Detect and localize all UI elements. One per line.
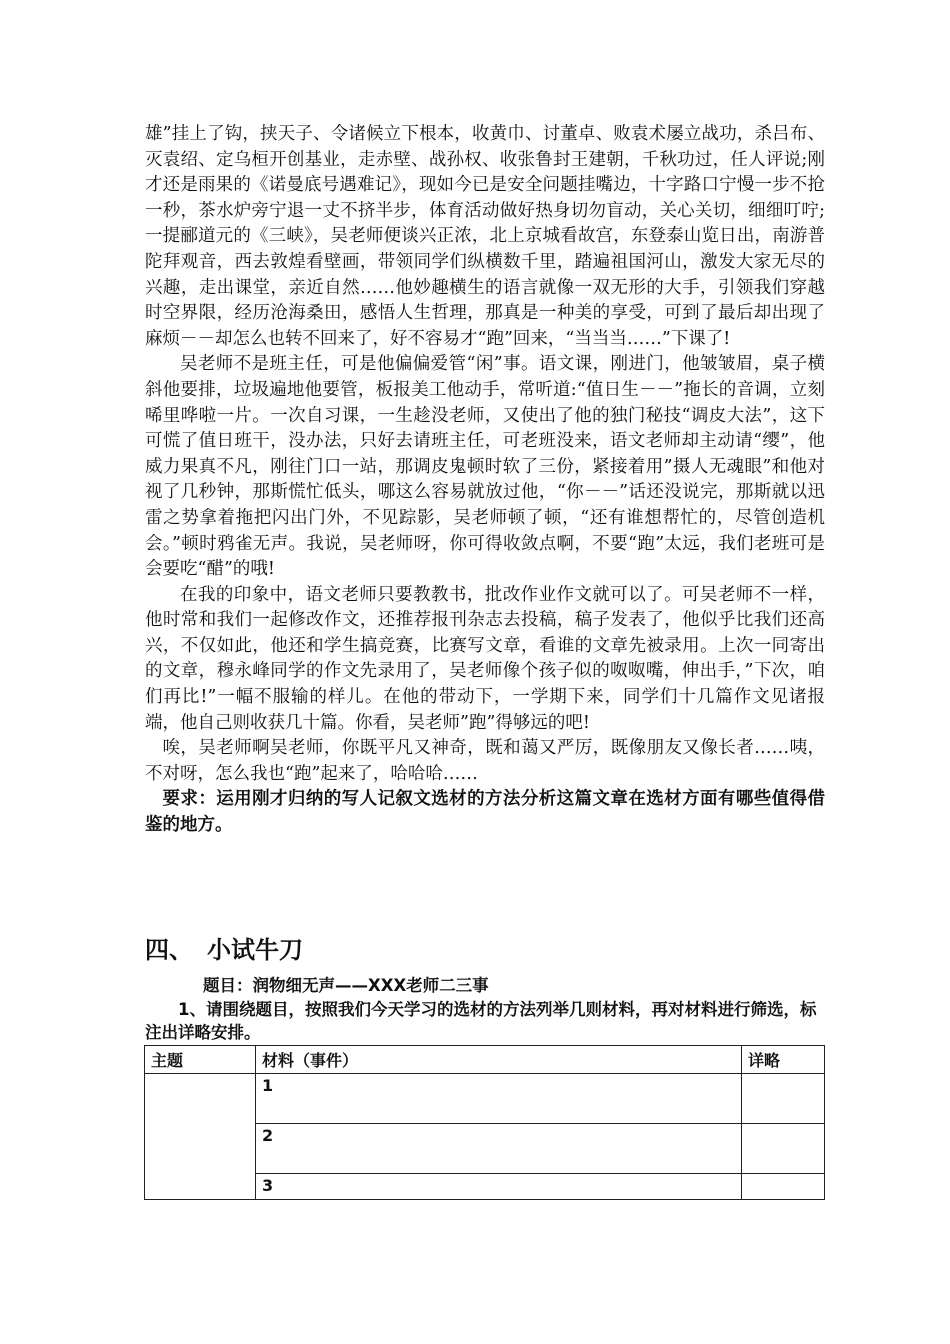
table-header-row (145, 1046, 825, 1074)
article-paragraph-1: 雄”挂上了钩，挟天子、令诸候立下根本，收黄巾、讨董卓、败袁术屡立战功，杀吕布、灭袁绍、定乌桓开创基业，走赤壁、战孙权、收张鲁封王建朝，千秋功过，任人评说;刚才还是雨果的《诺曼底号遇难记》，现如今已是安全问题挂嘴边，十字路口宁慢一步不抢一秒，茶水炉旁宁退一丈不挤半步，体育活动做好热身切勿盲动，关心关切，细细叮咛;一提郦道元的《三峡》，吴老师便谈兴正浓，北上京城看故宫，东登泰山览日出，南游普陀拜观音，西去敦煌看壁画，带领同学们纵横数千里，踏遍祖国河山，激发大家无尽的兴趣，走出课堂，亲近自然……他妙趣横生的语言就像一双无形的大手，引领我们穿越时空界限，经历沧海桑田，感悟人生哲理，那真是一种美的享受，可到了最后却出现了麻烦－－却怎么也转不回来了，好不容易才“跑”回来，“当当当……”下课了! (145, 124, 825, 349)
row-number: 2 (262, 1126, 274, 1145)
article-paragraph-2: 吴老师不是班主任，可是他偏偏爱管“闲”事。语文课，刚进门，他皱皱眉，桌子横斜他要排，垃圾遍地他要管，板报美工他动手，常听道:“值日生－－”拖长的音调，立刻唏里哗啦一片。一次自习课，一生趁没老师，又使出了他的独门秘技“调皮大法”，这下可慌了值日班干，没办法，只好去请班主任，可老班没来，语文老师却主动请“缨”，他威力果真不凡，刚往门口一站，那调皮鬼顿时软了三份，紧接着用”摄人无魂眼”和他对视了几秒钟，那斯慌忙低头，哪这么容易就放过他，“你－－”话还没说完，那斯就以迅雷之势拿着拖把闪出门外，不见踪影，吴老师顿了顿，“还有谁想帮忙的，尽管创造机会。”顿时鸦雀无声。我说，吴老师呀，你可得收敛点啊，不要“跑”太远，我们老班可是会要吃“醋”的哦! (145, 354, 825, 580)
theme-cell[interactable] (145, 1074, 256, 1200)
material-table (144, 1045, 825, 1200)
header-detail: 详略 (742, 1046, 825, 1074)
section-number: 四、 (145, 936, 193, 964)
detail-cell[interactable] (742, 1124, 825, 1174)
article-body (145, 122, 825, 839)
article-paragraph-3: 在我的印象中，语文老师只要教教书，批改作业作文就可以了。可吴老师不一样，他时常和我们一起修改作文，还推荐报刊杂志去投稿，稿子发表了，他似乎比我们还高兴，不仅如此，他还和学生搞竞赛，比赛写文章，看谁的文章先被录用。上次一同寄出的文章，穆永峰同学的作文先录用了，吴老师像个孩子似的呶呶嘴，伸出手，”下次，咱们再比!”一幅不服输的样儿。在他的带动下，一学期下来，同学们十几篇作文见诸报端，他自己则收获几十篇。你看，吴老师”跑”得够远的吧! (145, 584, 825, 733)
exercise-task: 1、请围绕题目，按照我们今天学习的选材的方法列举几则材料，再对材料进行筛选，标注出详略安排。 (145, 1000, 817, 1042)
requirement-text: 要求：运用刚才归纳的写人记叙文选材的方法分析这篇文章在选材方面有哪些值得借鉴的地方。 (145, 789, 825, 836)
detail-cell[interactable] (742, 1074, 825, 1124)
section-heading (145, 930, 317, 965)
exercise-topic: 题目：润物细无声——XXX老师二三事 (203, 976, 489, 995)
table-row (145, 1074, 825, 1124)
row-number: 3 (262, 1176, 274, 1195)
row-number: 1 (262, 1076, 274, 1095)
article-paragraph-4: 唉，吴老师啊吴老师，你既平凡又神奇，既和蔼又严厉，既像朋友又像长者……咦，不对呀，怎么我也“跑”起来了，哈哈哈…… (145, 738, 825, 784)
detail-cell[interactable] (742, 1174, 825, 1200)
header-material: 材料（事件） (256, 1046, 742, 1074)
material-cell[interactable] (256, 1124, 742, 1174)
section-title: 小试牛刀 (207, 936, 303, 964)
material-cell[interactable] (256, 1074, 742, 1124)
header-theme: 主题 (145, 1046, 256, 1074)
material-cell[interactable] (256, 1174, 742, 1200)
